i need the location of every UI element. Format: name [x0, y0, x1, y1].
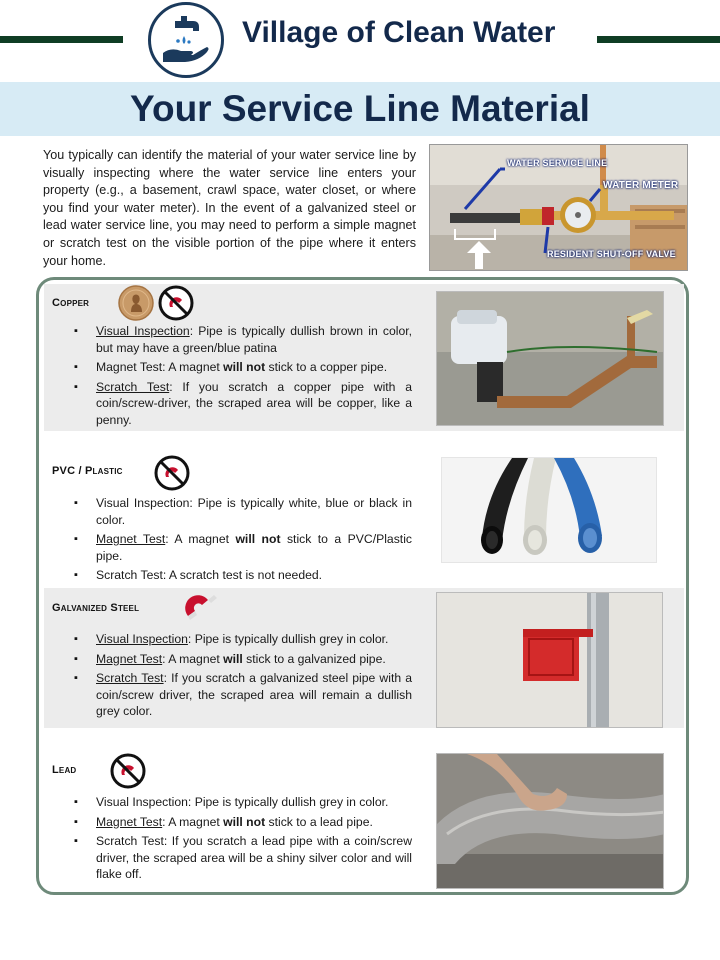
no-magnet-icon: [110, 753, 146, 794]
title-band: [0, 82, 720, 136]
lead-magnet-post: stick to a lead pipe.: [265, 814, 373, 829]
page-header: [0, 0, 720, 80]
galvanized-pipe-photo: [436, 592, 663, 728]
galvanized-scratch-item: [96, 670, 412, 720]
copper-pipe-photo: [436, 291, 664, 426]
copper-visual-text: : Pipe is typically dullish brown in color, but may have a green/blue patina: [96, 324, 412, 355]
penny-icon: [118, 285, 154, 326]
header-rule-left: [0, 36, 123, 43]
copper-magnet-item: [96, 359, 412, 376]
label-resident-shut-off-valve: RESIDENT SHUT-OFF VALVE: [547, 249, 676, 259]
lead-magnet-pre: : A magnet: [162, 814, 224, 829]
copper-scratch-item: [96, 379, 412, 429]
pvc-visual-item: ▪ Visual Inspection: Pipe is typically white, blue or black in color.: [96, 495, 412, 528]
no-magnet-icon: [158, 285, 194, 326]
pvc-magnet-post: stick to a PVC/Plastic pipe.: [96, 532, 412, 563]
section-title-galvanized: Galvanized Steel: [52, 602, 140, 614]
galvanized-magnet-pre: : A magnet: [162, 651, 224, 666]
org-name: Village of Clean Water: [242, 16, 556, 49]
pvc-scratch-item: ▪ Scratch Test: A scratch test is not needed.: [96, 567, 412, 584]
water-meter-photo: [429, 144, 688, 271]
pvc-test-list: [96, 495, 412, 587]
pvc-magnet-item: [96, 531, 412, 564]
galvanized-scratch-text: : If you scratch a galvanized steel pipe with a coin/screw driver, the scraped area will remain a dullish grey color.: [96, 671, 412, 718]
galvanized-magnet-emph: will: [223, 651, 243, 666]
pvc-magnet-emph: will not: [235, 532, 281, 546]
lead-visual-item: ▪ Visual Inspection: Pipe is typically dullish grey in color.: [96, 794, 412, 811]
lead-test-list: [96, 794, 412, 886]
galvanized-magnet-post: stick to a galvanized pipe.: [242, 651, 386, 666]
copper-scratch-text: : If you scratch a copper pipe with a coin/screw-driver, the scraped area will be copper, like a penny.: [96, 379, 412, 427]
section-title-lead: Lead: [52, 764, 77, 776]
magnet-icon: [182, 590, 220, 631]
scratch-test-label: Scratch Test: [96, 671, 164, 685]
lead-scratch-item: ▪ Scratch Test: If you scratch a lead pipe with a coin/screw driver, the scraped area will be a shiny silver color and will flake off.: [96, 833, 412, 883]
page-title: Your Service Line Material: [130, 88, 590, 129]
magnet-test-label: Magnet Test: [96, 532, 166, 546]
label-water-meter: WATER METER: [603, 180, 679, 191]
scratch-test-label: Scratch Test: [96, 379, 170, 394]
intro-paragraph: You typically can identify the material of your water service line by visually inspecting where the water service line enters your property (e.g., a basement, crawl space, water closet, or where you find your water meter). In the event of a galvanized steel or lead water service line, you may need to perform a simple magnet or scratch test on the visible portion of the pipe where it enters your home.: [43, 148, 416, 268]
copper-test-list: [96, 323, 412, 431]
galvanized-test-list: [96, 631, 412, 723]
header-rule-right: [597, 36, 720, 43]
faucet-hand-icon: [148, 2, 224, 78]
lead-magnet-item: [96, 814, 412, 831]
magnet-test-label: Magnet Test: [96, 651, 163, 666]
label-water-service-line: WATER SERVICE LINE: [507, 158, 608, 168]
section-title-copper: Copper: [52, 297, 90, 309]
galvanized-visual-text: : Pipe is typically dullish grey in color.: [187, 632, 389, 646]
no-magnet-icon: [154, 455, 190, 496]
section-copper: [44, 284, 684, 431]
galvanized-magnet-item: [96, 651, 412, 668]
copper-visual-item: [96, 323, 412, 356]
section-lead: [44, 746, 684, 891]
copper-magnet-pre: : A magnet: [162, 360, 224, 374]
section-title-pvc: PVC / Plastic: [52, 465, 123, 477]
lead-magnet-emph: will not: [223, 814, 266, 829]
pvc-magnet-pre: : A magnet: [165, 532, 236, 546]
section-galvanized: [44, 588, 684, 728]
visual-inspection-label: Visual Inspection: [96, 324, 190, 338]
pvc-pipes-photo: [441, 457, 657, 563]
copper-magnet-emph: will not: [223, 360, 266, 374]
lead-pipe-photo: [436, 753, 664, 889]
galvanized-visual-item: [96, 631, 412, 648]
magnet-test-label: Magnet Test: [96, 360, 163, 374]
magnet-test-label: Magnet Test: [96, 814, 163, 829]
section-pvc: [44, 448, 684, 588]
visual-inspection-label: Visual Inspection: [96, 632, 188, 646]
copper-magnet-post: stick to a copper pipe.: [265, 360, 388, 374]
